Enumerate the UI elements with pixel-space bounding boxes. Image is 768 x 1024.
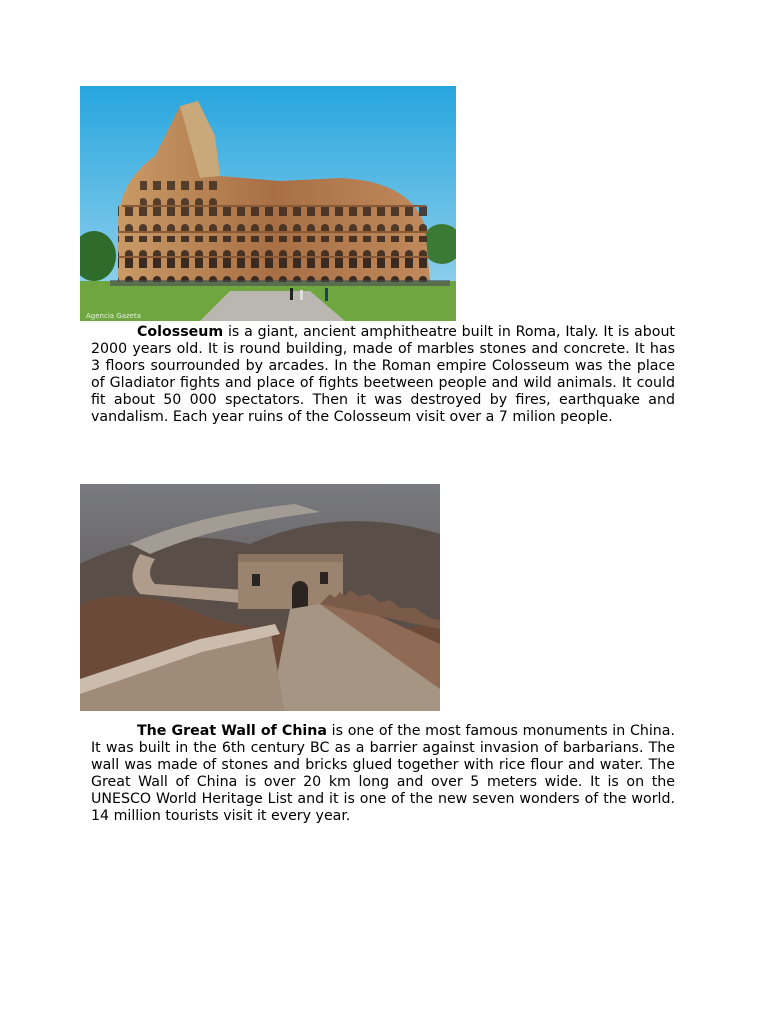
great-wall-title: The Great Wall of China (137, 723, 327, 739)
colosseum-paragraph (91, 324, 675, 426)
great-wall-photo (80, 484, 440, 711)
colosseum-title: Colosseum (137, 324, 224, 340)
great-wall-paragraph (91, 723, 675, 825)
photo-credit: Agencia Gazeta (86, 312, 142, 320)
colosseum-text: is a giant, ancient amphitheatre built in Roma, Italy. It is about 2000 years old. It is round building, made of marbles stones and concrete. It has 3 floors sourrounded by arcades. In the Roman empire Colosseum was the place of Gladiator fights and place of fights beetween people and wild animals. It could fit about 50 000 spectators. Then it was destroyed by fires, earthquake and vandalism. Each year ruins of the Colosseum visit over a 7 milion people. (91, 324, 675, 425)
great-wall-text: is one of the most famous monuments in China. It was built in the 6th century BC as a barrier against invasion of barbarians. The wall was made of stones and bricks glued together with rice flour and water. The Great Wall of China is over 20 km long and over 5 meters wide. It is on the UNESCO World Heritage List and it is one of the new seven wonders of the world. 14 million tourists visit it every year. (91, 723, 675, 824)
colosseum-photo (80, 86, 456, 321)
